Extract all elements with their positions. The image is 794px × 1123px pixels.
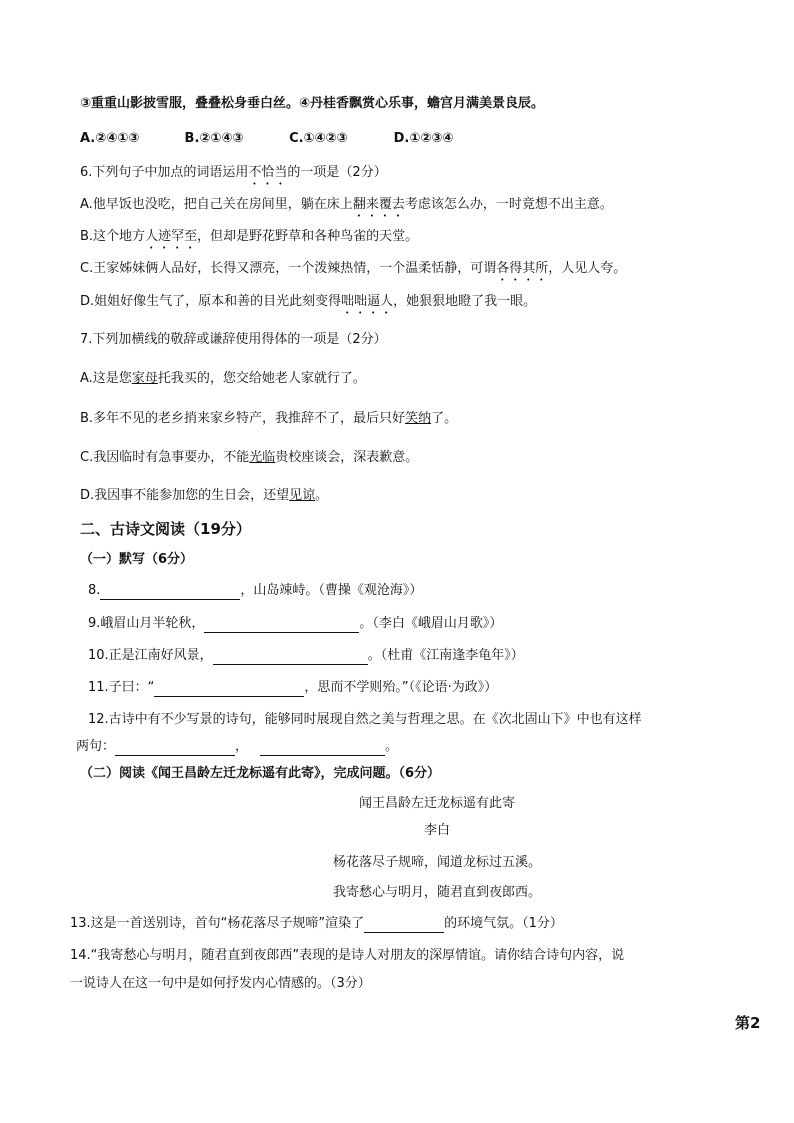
- q12-line2: 两句： ， 。: [76, 739, 399, 754]
- q11-blank[interactable]: [154, 682, 304, 697]
- subsection-1-title: （一）默写（6分）: [80, 552, 194, 567]
- poem-author: 李白: [423, 823, 450, 838]
- q6-option-d: D.姐姐好像生气了，原本和善的目光此刻变得咄咄逼人，她狠狠地瞪了我一眼。: [80, 294, 537, 309]
- q12-blank-2[interactable]: [260, 741, 385, 756]
- q5-options: [80, 130, 734, 148]
- q5-option-a: A.②④①③: [80, 131, 140, 146]
- q7-option-d: D.我因事不能参加您的生日会，还望见谅。: [80, 488, 329, 503]
- q9: 9.峨眉山月半轮秋， 。（李白《峨眉山月歌》）: [88, 616, 503, 631]
- q5-option-b: B.②①④③: [184, 131, 244, 146]
- q7-option-c: C.我因临时有急事要办，不能光临贵校座谈会，深表歉意。: [80, 450, 419, 465]
- poem-title: 闻王昌龄左迁龙标遥有此寄: [358, 796, 515, 811]
- page-number: 第2: [735, 1014, 761, 1032]
- q12-line1: 12.古诗中有不少写景的诗句，能够同时展现自然之美与哲理之思。在《次北固山下》中也有这样: [88, 712, 642, 727]
- q5-option-c: C.①④②③: [289, 131, 348, 146]
- q6-option-b: B.这个地方人迹罕至，但却是野花野草和各种鸟雀的天堂。: [80, 229, 419, 244]
- section-2-title: 二、古诗文阅读（19分）: [80, 520, 251, 538]
- q6-option-a: A.他早饭也没吃，把自己关在房间里，躺在床上翻来覆去考虑该怎么办，一时竟想不出主意。: [80, 197, 613, 212]
- q7-stem: 7.下列加横线的敬辞或谦辞使用得体的一项是（2分）: [80, 332, 387, 347]
- q7-option-b: B.多年不见的老乡捎来家乡特产，我推辞不了，最后只好笑纳了。: [80, 411, 458, 426]
- q10: 10.正是江南好风景， 。（杜甫《江南逢李龟年》）: [88, 648, 524, 663]
- q13-blank[interactable]: [364, 918, 444, 933]
- subsection-2-title: （二）阅读《闻王昌龄左迁龙标遥有此寄》，完成问题。（6分）: [80, 766, 441, 781]
- q13: 13.这是一首送别诗，首句“杨花落尽子规啼”渲染了 的环境气氛。（1分）: [70, 916, 563, 931]
- q5-option-line: ③重重山影披雪服，叠叠松身垂白丝。④丹桂香飘赏心乐事，蟾宫月满美景良辰。: [80, 96, 545, 111]
- q9-blank[interactable]: [204, 618, 359, 633]
- q6-stem: 6.下列句子中加点的词语运用不恰当的一项是（2分）: [80, 165, 387, 180]
- q6-option-c: C.王家姊妹俩人品好，长得又漂亮，一个泼辣热情，一个温柔恬静，可谓各得其所，人见人夸。: [80, 261, 627, 276]
- poem-line-1: 杨花落尽子规啼，闻道龙标过五溪。: [332, 855, 541, 870]
- q14-line2: 一说诗人在这一句中是如何抒发内心情感的。（3分）: [70, 976, 371, 991]
- q11: 11.子曰：“ ，思而不学则殆。”（《论语·为政》）: [88, 680, 498, 695]
- q7-option-a: A.这是您家母托我买的，您交给她老人家就行了。: [80, 371, 366, 386]
- q8-blank[interactable]: [100, 585, 240, 600]
- poem-line-2: 我寄愁心与明月，随君直到夜郎西。: [332, 885, 541, 900]
- q12-blank-1[interactable]: [115, 741, 235, 756]
- q10-blank[interactable]: [213, 650, 368, 665]
- q8: 8. ，山岛竦峙。（曹操《观沧海》）: [88, 583, 423, 598]
- q14-line1: 14.“我寄愁心与明月，随君直到夜郎西”表现的是诗人对朋友的深厚情谊。请你结合诗句内容，说: [70, 948, 625, 963]
- q5-option-d: D.①②③④: [393, 131, 454, 146]
